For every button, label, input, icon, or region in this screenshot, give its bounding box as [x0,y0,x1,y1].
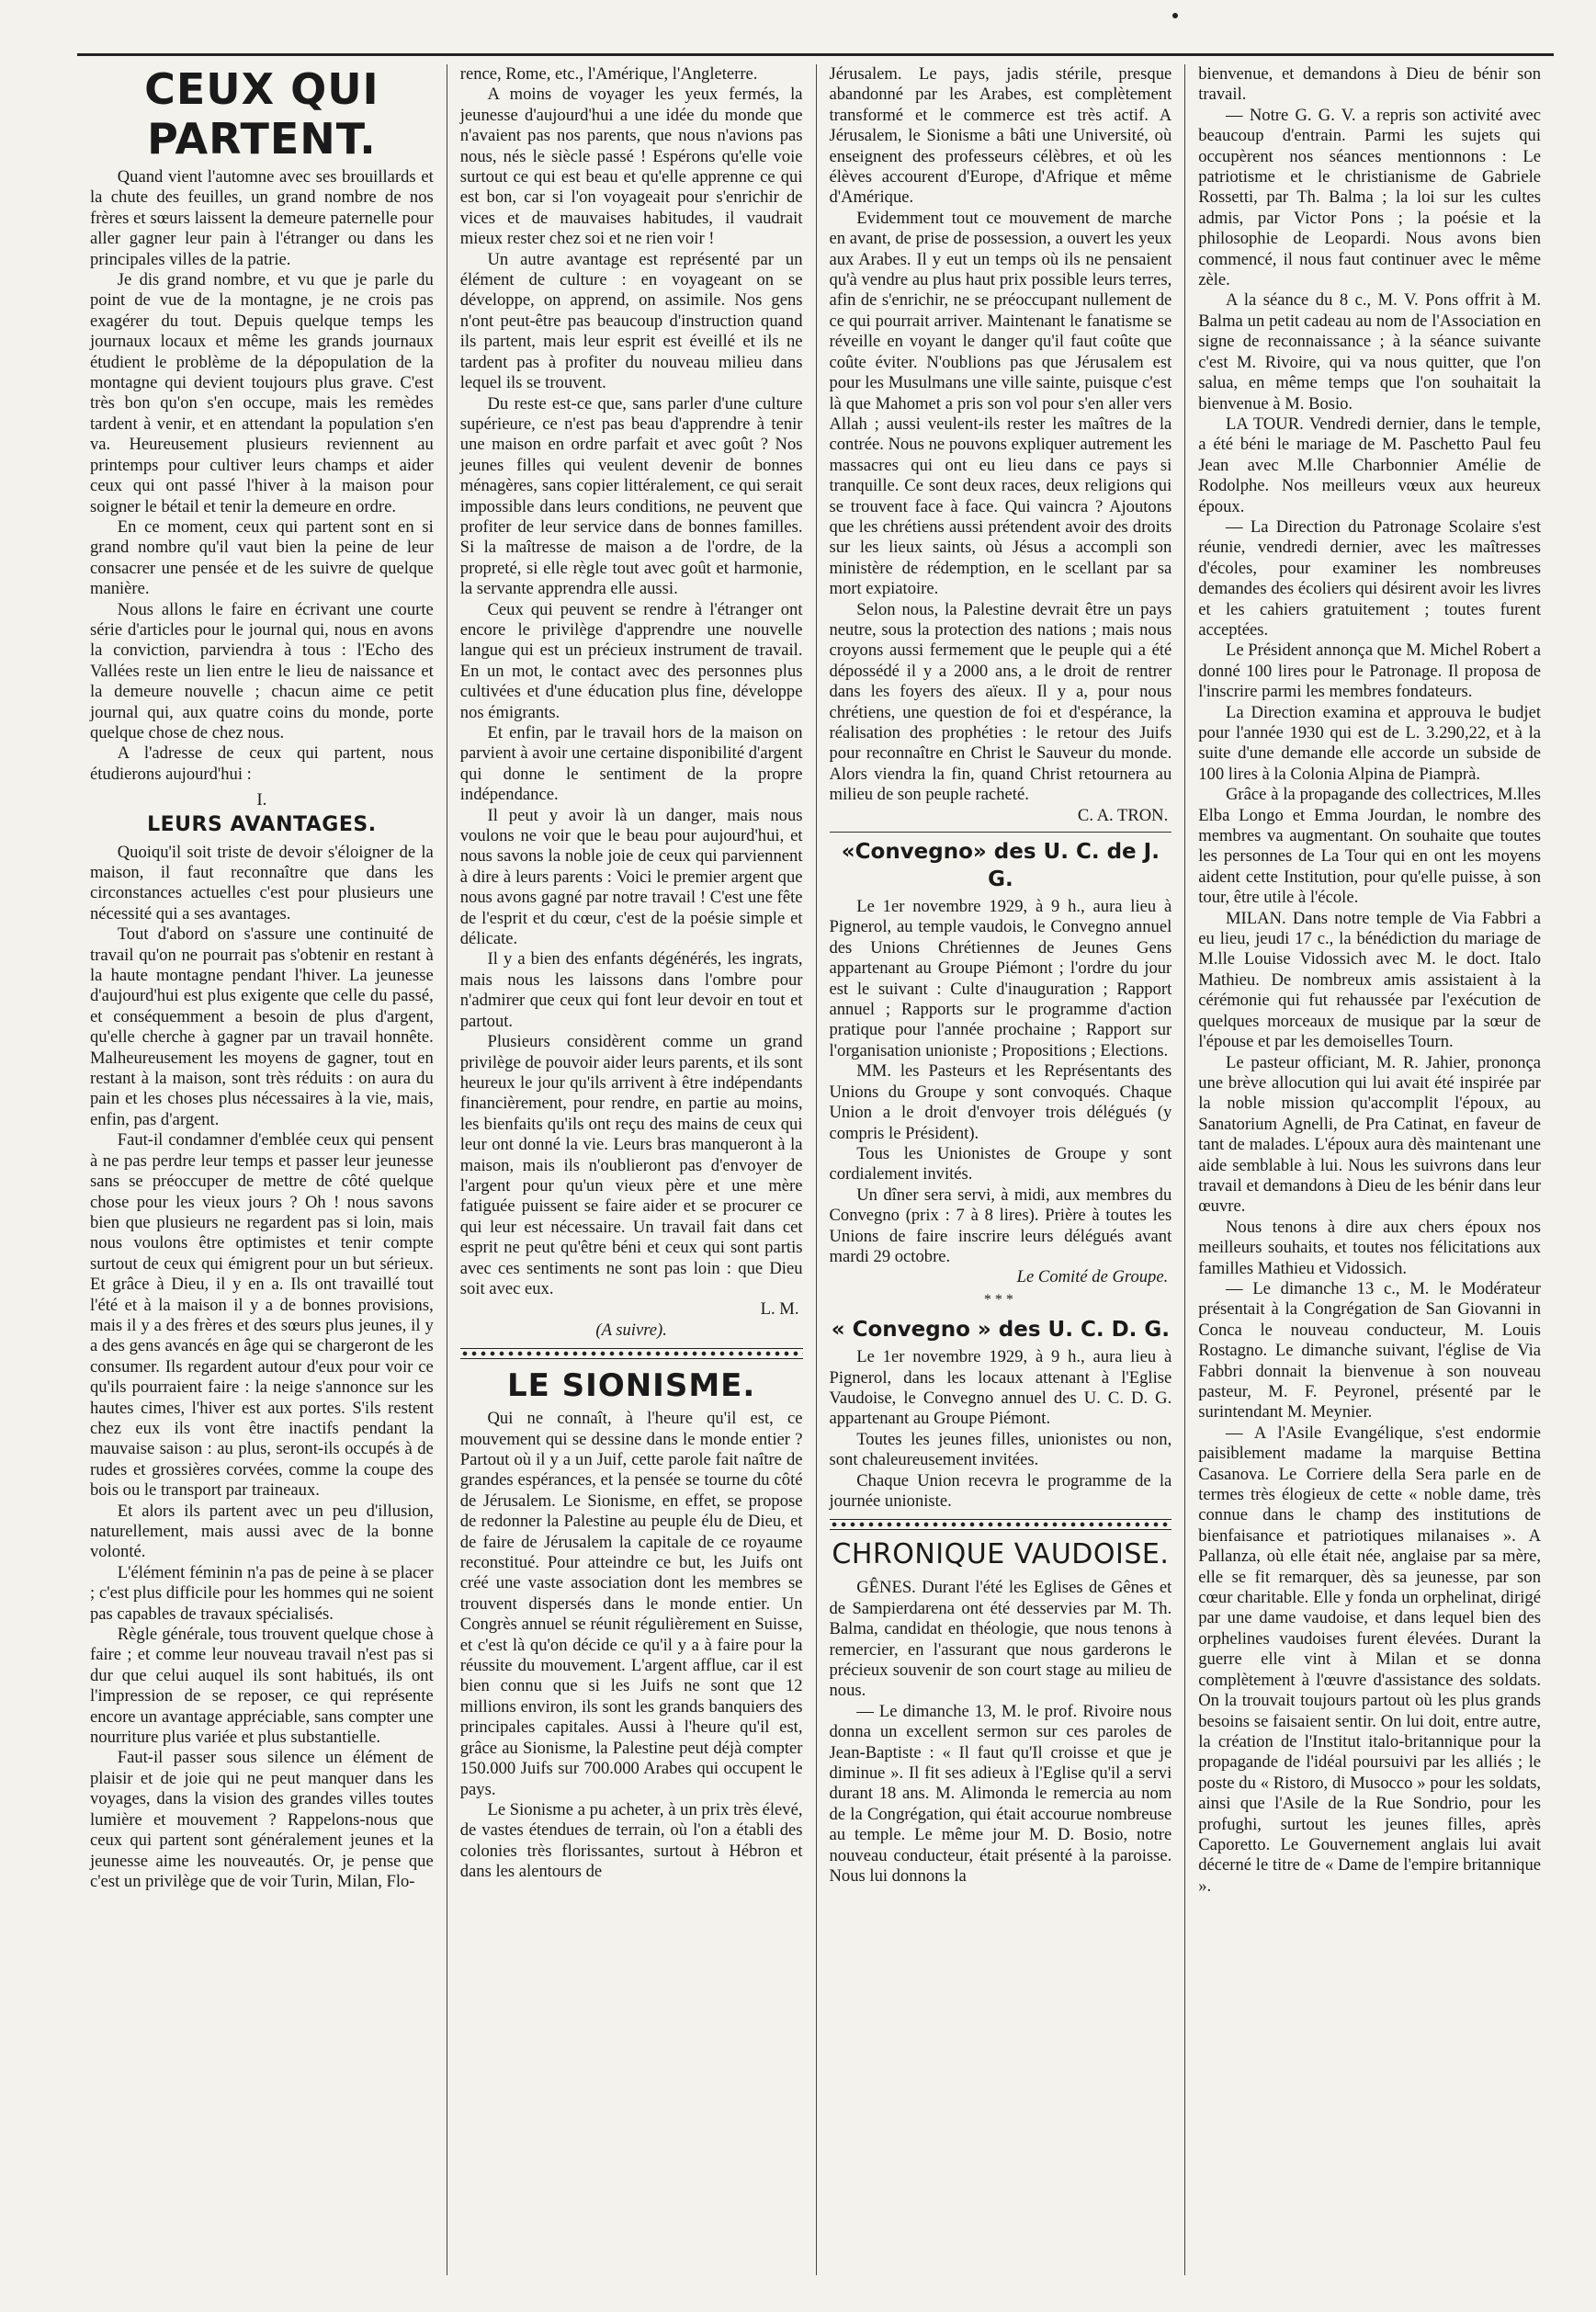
paragraph: bienvenue, et demandons à Dieu de bénir son travail. [1198,64,1541,105]
paragraph: Tout d'abord on s'assure une continuité de travail qu'on ne pourrait pas s'obtenir en restant à la haute montagne pendant l'hiver. La jeunesse d'aujourd'hui est plus exigente que celle du passé, et conséquemment a besoin de plus d'argent, qu'elle cherche à gagner par un travail honnête. Malheureusement les moyens de gagner, tout en restant à la maison, sont très réduits : on aura du pain et les choses plus nécessaires à la vie, mais, enfin, pas d'argent. [90,924,434,1129]
paragraph: Il y a bien des enfants dégénérés, les ingrats, mais nous les laissons dans l'ombre pour n'admirer que ceux qui font leur devoir en tout et partout. [459,949,803,1031]
divider [830,832,1172,833]
ornament-divider [460,1348,803,1359]
column-4 [1184,64,1554,2275]
paragraph: Qui ne connaît, à l'heure qu'il est, ce mouvement qui se dessine dans le monde entier ? Partout où il y a un Juif, cette parole fait naître de grandes espérances, et la pensée se tourne du côté de Jérusalem. Le Sionisme, en effet, se propose de redonner la Palestine au peuple élu de Dieu, et de faire de Jérusalem la capitale de ce royaume reconstitué. Pour atteindre ce but, les Juifs ont créé une vaste association dont les membres se trouvent dispersés dans le monde entier. Un Congrès annuel se réunit régulièrement en Suisse, et c'est là qu'on décide ce qu'il y a à faire pour la réussite du mouvement. L'argent afflue, car il est bien connu que si les Juifs ne sont que 12 millions environ, ils sont les grands banquiers des principales capitales. Aussi à l'heure qu'il est, grâce au Sionisme, la Palestine peut déjà compter 150.000 Juifs sur 700.000 Arabes qui occupent le pays. [459,1409,803,1799]
stars-separator: *** [983,1291,1017,1308]
paragraph: Toutes les jeunes filles, unionistes ou non, sont chaleureusement invitées. [829,1429,1172,1470]
paragraph: Evidemment tout ce mouvement de marche en avant, de prise de possession, a ouvert les yeux aux Arabes. Il y eut un temps où ils ne pensaient qu'à vendre au plus haut prix possible leurs terres, afin de s'enrichir, ne se préoccupant nullement de ce qui pourrait arriver. Maintenant le fanatisme se réveille en voyant le danger qu'il faut coûte que coûte éviter. N'oublions pas que Jérusalem est pour les Musulmans une ville sainte, puisque c'est là que Mahomet a pris son vol pour s'en aller vers Allah ; aussi veulent-ils rester les maîtres de la contrée. Nous ne pouvons expliquer autrement les massacres qui ont eu lieu dans ce pays si tranquille. Ce sont deux races, deux religions qui se trouvent face à face. Qui vaincra ? Ajoutons que les chrétiens aussi prétendent avoir des droits sur les lieux saints, où Jésus a accompli son ministère de rédemption, en le scellant par sa mort expiatoire. [829,208,1172,599]
paragraph: MILAN. Dans notre temple de Via Fabbri a eu lieu, jeudi 17 c., la bénédiction du mariage de M.lle Louise Vidossich avec M. le doct. Italo Mathieu. De nombreux amis assistaient à la cérémonie qui fut rehaussée par l'exécution de quelques morceaux de musique par la sœur de l'épouse et par les demoiselles Tourn. [1198,908,1541,1052]
paragraph: A l'adresse de ceux qui partent, nous étudierons aujourd'hui : [90,743,434,784]
column-2 [447,64,816,2275]
columns [77,64,1554,2275]
paragraph: Un autre avantage est représenté par un élément de culture : en voyageant on se développe, on apprend, on assimile. Nos gens n'ont peut-être pas beaucoup d'instruction quand ils partent, mais leur esprit est éveillé et ils ne tardent pas à profiter du nouveau milieu dans lequel ils se trouvent. [459,249,803,393]
paragraph: Il peut y avoir là un danger, mais nous voulons ne voir que le beau pour aujourd'hui, et nous savons la noble joie de ceux qui parviennent à dire à leurs parents : Voici le premier argent que nous avons gagné par notre travail ! C'est une fête de l'esprit et du cœur, c'est de la poésie simple et délicate. [459,805,803,949]
section-title: LEURS AVANTAGES. [147,812,377,836]
paragraph: — Le dimanche 13 c., M. le Modérateur présentait à la Congrégation de San Giovanni in Conca le nouveau conducteur, M. Louis Rostagno. Le dimanche suivant, l'église de Via Fabbri donnait la bienvenue à son nouveau pasteur, M. F. Peyronel, présenté par le surintendant M. Meynier. [1198,1278,1541,1422]
paragraph: Je dis grand nombre, et vu que je parle du point de vue de la montagne, je ne crois pas exagérer du tout. Depuis quelque temps les journaux locaux et même les grands journaux étudient le problème de la dépopulation de la montagne qui devient toujours plus grave. C'est très bon qu'on s'en occupe, mais les remèdes tardent à venir, et en attendant la population s'en va. Heureusement plusieurs reviennent au printemps pour cultiver leurs champs et aider ceux qui ont passé l'hiver à la maison pour soigner le bétail et tenir la demeure en ordre. [90,270,434,516]
section-number: I. [256,790,267,810]
paragraph: Règle générale, tous trouvent quelque chose à faire ; et comme leur nouveau travail n'est pas si dur que celui auquel ils sont habitués, ils ont l'impression de se reposer, ce qui représente encore un avantage appréciable, sans compter une nourriture plus variée et plus substantielle. [90,1625,434,1748]
paragraph: A moins de voyager les yeux fermés, la jeunesse d'aujourd'hui a une idée du monde que n'avaient pas nos parents, que nous n'avions pas nous, nés le siècle passé ! Espérons qu'elle voie surtout ce qui est beau et qu'elle apprenne ce qui est bon, car si l'on voyageait pour s'enrichir de vices et de mauvaises habitudes, il vaudrait mieux rester chez soi et ne rien voir ! [459,85,803,249]
paragraph: Tous les Unionistes de Groupe y sont cordialement invités. [829,1143,1172,1184]
paragraph: — Notre G. G. V. a repris son activité avec beaucoup d'entrain. Parmi les sujets qui occupèrent nos séances mentionnons : Le patriotisme et le christianisme de Gabriele Rossetti, par Th. Balma ; la loi sur les cultes admis, par Victor Pons ; la poésie et la philosophie de Leopardi. Nous avons bien commencé, il nous faut continuer avec le même zèle. [1198,105,1541,290]
paragraph: Ceux qui peuvent se rendre à l'étranger ont encore le privilège d'apprendre une nouvelle langue qui est un précieux instrument de travail. En un mot, le contact avec des personnes plus cultivées et d'une éducation plus fine, développe nos émigrants. [459,599,803,722]
paragraph: Jérusalem. Le pays, jadis stérile, presque abandonné par les Arabes, est complètement transformé et le commerce est très actif. A Jérusalem, le Sionisme a bâti une Université, où enseignent des professeurs célèbres, et où les élèves accourent d'Europe, d'Afrique et même d'Amérique. [829,64,1172,208]
paragraph: Plusieurs considèrent comme un grand privilège de pouvoir aider leurs parents, et ils sont heureux le jour qu'ils arrivent à être indépendants financièrement, pour rendre, en partie au moins, les bienfaits qu'ils ont reçu des mains de ceux qui leur ont donné la vie. Leurs bras manqueront à la maison, mais ils n'oublieront pas d'envoyer de l'argent pour qu'un vieux père et une mère fatiguée puissent se faire aider et se procurer ce qui leur est nécessaire. Un travail fait dans cet esprit ne peut qu'être béni et ceux qui sont partis avec ces sentiments ne sont pas loin : que Dieu soit avec eux. [459,1032,803,1298]
paragraph: Le pasteur officiant, M. R. Jahier, prononça une brève allocution qui lui avait été inspirée par la noble mission qu'accomplit l'époux, au Sanatorium Agnelli, de Pra Catinat, en faveur de tant de malades. L'époux aura dès maintenant une aide semblable à lui. Nous les suivrons dans leur travail et demandons à Dieu de les bénir dans leur œuvre. [1198,1052,1541,1217]
signature: C. A. TRON. [1077,805,1169,825]
paragraph: — Le dimanche 13, M. le prof. Rivoire nous donna un excellent sermon sur ces paroles de Jean-Baptiste : « Il faut qu'Il croisse et que je diminue ». Il fit ses adieux à l'Eglise qu'il a servi durant 18 ans. M. Alimonda le remercia au nom de la Congrégation, qui était accourue nombreuse au temple. Le même jour M. D. Bosio, notre nouveau conducteur, était présenté à la paroisse. Nous lui donnons la [829,1701,1172,1887]
ornament-divider [830,1519,1172,1530]
paragraph: Nous tenons à dire aux chers époux nos meilleurs souhaits, et toutes nos félicitations aux familles Mathieu et Vidossich. [1198,1217,1541,1278]
paragraph: Et alors ils partent avec un peu d'illusion, naturellement, mais aussi avec de la bonne volonté. [90,1501,434,1562]
signature: Le Comité de Groupe. [1016,1267,1169,1287]
article-title-le-sionisme: LE SIONISME. [506,1367,756,1405]
paragraph: Quand vient l'automne avec ses brouillards et la chute des feuilles, un grand nombre de nos frères et sœurs laissent la demeure paternelle pour aller gagner leur pain à l'étranger ou dans les principales villes de la patrie. [90,167,434,269]
paragraph: Selon nous, la Palestine devrait être un pays neutre, sous la protection des nations ; mais nous croyons aussi fermement que le peuple qui a été dépossédé il y a 2000 ans, a le droit de rentrer dans les foyers des aïeux. Il y a, pour nous chrétiens, une question de foi et d'espérance, la réalisation des prophéties : le retour des Juifs pour reconnaître en Christ le Sauveur du monde. Alors viendra la fin, quand Christ retournera au milieu de son peuple racheté. [829,599,1172,805]
to-be-continued: (A suivre). [595,1320,667,1340]
paragraph: Et enfin, par le travail hors de la maison on parvient à avoir une certaine disponibilité d'argent qui donne le sentiment de la propre indépendance. [459,723,803,805]
print-dot [1172,13,1178,18]
paragraph: Faut-il passer sous silence un élément de plaisir et de joie qui ne peut manquer dans les voyages, dans la vision des grandes villes toutes lumière et mouvement ? Rappelons-nous que ceux qui partent sont généralement jeunes et la jeunesse aime les nouveautés. Or, je pense que c'est un privilège que de voir Turin, Milan, Flo- [90,1748,434,1891]
paragraph: L'élément féminin n'a pas de peine à se placer ; c'est plus difficile pour les hommes qui ne soient pas capables de travaux spécialisés. [90,1562,434,1624]
paragraph: Faut-il condamner d'emblée ceux qui pensent à ne pas perdre leur temps et passer leur jeunesse sans se préoccuper de mettre de côté quelque chose pour les vieux jours ? Oh ! nous savons bien que plusieurs ne regardent pas si loin, mais nous voulons être optimistes et tenir compte surtout de ceux qui émigrent pour un but sérieux. Et grâce à Dieu, il y en a. Ils ont travaillé tout l'été et à la maison il y a de bonnes provisions, mais il y a des frères et des sœurs plus jeunes, il y a des gens avancés en âge qui se chargeront de les consumer. Ils regardent autour d'eux pour voir ce qu'ils pourraient faire : la neige s'annonce sur les hautes cimes, l'hiver est aux portes. S'ils restent chez eux ils vont être inactifs pendant la mauvaise saison : au plus, seront-ils occupés à de rudes et grossières corvées, comme la coupe des bois ou le transport par traineaux. [90,1130,434,1501]
paragraph: Le Sionisme a pu acheter, à un prix très élevé, de vastes étendues de terrain, où l'on a établi des colonies très florissantes, surtout à Hébron et dans les alentours de [459,1799,803,1882]
paragraph: Du reste est-ce que, sans parler d'une culture supérieure, ce n'est pas beau d'apprendre à tenir une maison en ordre parfait et avec goût ? Nos jeunes filles qui veulent devenir de bonnes ménagères, sans copier littéralement, ce qui serait impossible dans leurs conditions, ne peuvent que profiter de leur service dans de bonnes familles. Si la maîtresse de maison a de l'ordre, de la propreté, si elle règle tout avec goût et harmonie, la servante apprendra elle aussi. [459,393,803,599]
paragraph: GÊNES. Durant l'été les Eglises de Gênes et de Sampierdarena ont été desservies par M. Th. Balma, candidat en théologie, que nous tenons à remercier, en l'assurant que nous garderons le précieux souvenir de son court stage au milieu de nous. [829,1578,1172,1701]
section-title-chronique-vaudoise: CHRONIQUE VAUDOISE. [832,1538,1170,1571]
paragraph: Le 1er novembre 1929, à 9 h., aura lieu à Pignerol, dans les locaux attenant à l'Eglise Vaudoise, le Convegno annuel des U. C. D. G. appartenant au Groupe Piémont. [829,1347,1172,1429]
article-title-ceux-qui-partent: CEUX QUI PARTENT. [144,64,379,164]
paragraph: A la séance du 8 c., M. V. Pons offrit à M. Balma un petit cadeau au nom de l'Association en signe de reconnaissance ; à la séance suivante c'est M. Rivoire, qui va nous quitter, que l'on salua, en même temps que l'on souhaitait la bienvenue à M. Bosio. [1198,290,1541,414]
section-title-convegno-ucjg: «Convegno» des U. C. de J. G. [841,840,1160,892]
signature: L. M. [760,1299,799,1320]
paragraph: Chaque Union recevra le programme de la journée unioniste. [829,1470,1172,1511]
paragraph: Quoiqu'il soit triste de devoir s'éloigner de la maison, il faut reconnaître que dans les circonstances actuelles c'est pour plusieurs une nécessité qui a ses avantages. [90,842,434,924]
paragraph: — La Direction du Patronage Scolaire s'est réunie, vendredi dernier, avec les maîtresses d'écoles, pour examiner les nombreuses demandes des écoliers qui désirent avoir les livres et les cahiers gratuitement ; toutes furent acceptées. [1198,516,1541,640]
paragraph: LA TOUR. Vendredi dernier, dans le temple, a été béni le mariage de M. Paschetto Paul feu Jean avec M.lle Charbonnier Amélie de Rodolphe. Nos meilleurs vœux aux heureux époux. [1198,414,1541,516]
paragraph: Grâce à la propagande des collectrices, M.lles Elba Longo et Emma Jourdan, le nombre des membres va augmentant. On souhaite que toutes les personnes de La Tour qui en ont les moyens aident cette Institution, pour qu'elle puisse, à son tour, être utile à l'école. [1198,785,1541,908]
paragraph: — A l'Asile Evangélique, s'est endormie paisiblement madame la marquise Bettina Casanova. Le Corriere della Sera parle en de termes très élogieux de cette « noble dame, très connue dans le champ des institutions de bienfaisance et patriotiques milanaises ». A Pallanza, où elle était née, anglaise par sa mère, elle se fit remarquer, dès sa jeunesse, par son cœur charitable. Elle y fonda un orphelinat, dirigé par une dame vaudoise, et dans lequel bien des orphelines vaudoises furent élevées. Durant la guerre elle vint à Milan et se donna complètement à l'œuvre d'assistance des soldats. On la trouvait toujours partout où les plus grands besoins se faisaient sentir. On lui doit, entre autre, la création de l'Institut italo-britannique pour la propagande de l'idéal poursuivi par les alliés ; le poste du « Ristoro, di Musocco » pour les soldats, ainsi que l'Asile de la Rue Sondrio, pour les profughi, surtout les jeunes filles, après Caporetto. Le Gouvernement anglais lui avait décerné le titre de « Dame de l'empire britannique ». [1198,1422,1541,1896]
paragraph: Le Président annonça que M. Michel Robert a donné 100 lires pour le Patronage. Il proposa de l'inscrire parmi les membres fondateurs. [1198,640,1541,702]
paragraph: La Direction examina et approuva le budjet pour l'année 1930 qui est de L. 3.290,22, et à la suite d'une demande elle accorde un subside de 100 lires à la Colonia Alpina de Piamprà. [1198,702,1541,784]
paragraph: En ce moment, ceux qui partent sont en si grand nombre qu'il vaut bien la peine de leur consacrer une pensée et de les suivre de quelque manière. [90,516,434,599]
column-3 [816,64,1185,2275]
paragraph: rence, Rome, etc., l'Amérique, l'Angleterre. [459,64,758,84]
paragraph: Nous allons le faire en écrivant une courte série d'articles pour le journal qui, nous en avons la conviction, parviendra à tous : l'Echo des Vallées reste un lien entre le lieu de naissance et la demeure nouvelle ; chacun aime ce petit journal qui, aux quatre coins du monde, porte quelque chose de chez nous. [90,599,434,742]
section-title-convegno-ucdg: « Convegno » des U. C. D. G. [831,1318,1171,1343]
column-1 [77,64,447,2275]
paragraph: Un dîner sera servi, à midi, aux membres du Convegno (prix : 7 à 8 lires). Prière à toutes les Unions de faire inscrire leurs délégués avant mardi 29 octobre. [829,1184,1172,1266]
top-rule [77,53,1554,56]
paragraph: MM. les Pasteurs et les Représentants des Unions du Groupe y sont convoqués. Chaque Union a le droit d'envoyer trois délégués (y compris le Président). [829,1061,1172,1143]
paragraph: Le 1er novembre 1929, à 9 h., aura lieu à Pignerol, au temple vaudois, le Convegno annuel des Unions Chrétiennes de Jeunes Gens appartenant au Groupe Piémont ; l'ordre du jour est le suivant : Culte d'inauguration ; Rapport annuel ; Rapports sur le programme d'action pratique pour l'année prochaine ; Rapport sur l'organisation unioniste ; Propositions ; Elections. [829,897,1172,1060]
